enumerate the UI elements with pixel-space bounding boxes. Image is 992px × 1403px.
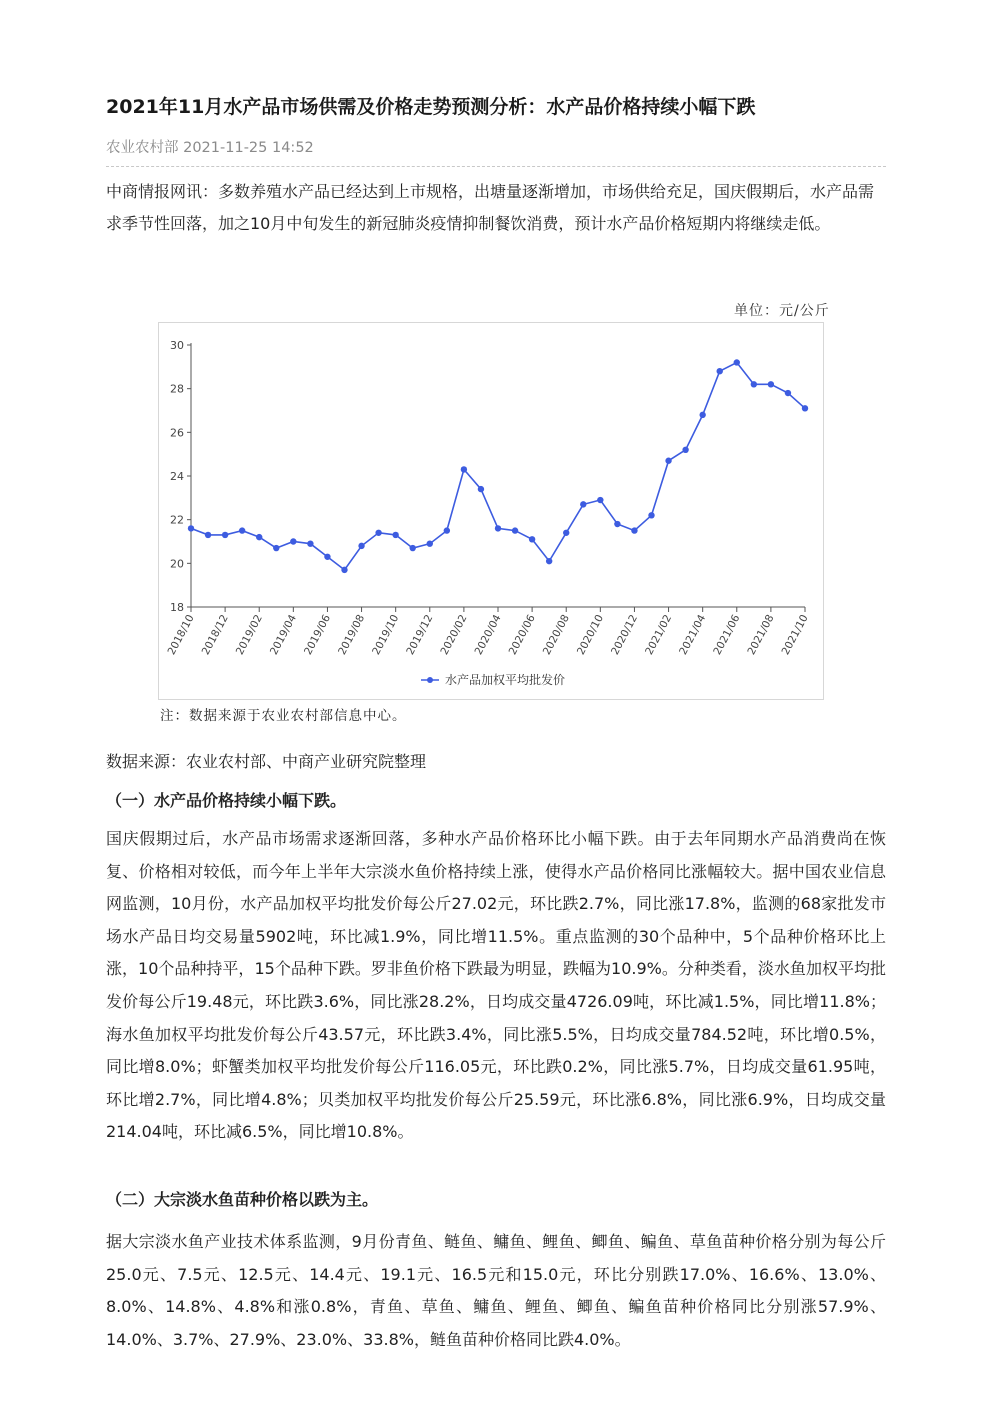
data-point [222,532,228,538]
data-point [307,540,313,546]
x-tick-label: 2018/12 [199,612,231,657]
data-source: 数据来源：农业农村部、中商产业研究院整理 [106,752,427,771]
data-point [324,554,330,560]
x-tick-label: 2020/10 [574,612,606,657]
x-axis [166,607,811,657]
data-point [341,567,347,573]
data-point [256,534,262,540]
data-point [205,532,211,538]
data-point [751,381,757,387]
section-1-body: 国庆假期过后，水产品市场需求逐渐回落，多种水产品价格环比小幅下跌。由于去年同期水产品消费尚在恢复、价格相对较低，而今年上半年大宗淡水鱼价格持续上涨，使得水产品价格同比涨幅较大。据中国农业信息网监测，10月份，水产品加权平均批发价每公斤27.02元，环比跌2.7%，同比涨17.8%，监测的68家批发市场水产品日均交易量5902吨，环比减1.9%，同比增11.5%。重点监测的30个品种中，5个品种价格环比上涨，10个品种持平，15个品种下跌。罗非鱼价格下跌最为明显，跌幅为10.9%。分种类看，淡水鱼加权平均批发价每公斤19.48元，环比跌3.6%，同比涨28.2%，日均成交量4726.09吨，环比减1.5%，同比增11.8%；海水鱼加权平均批发价每公斤43.57元，环比跌3.4%，同比涨5.5%，日均成交量784.52吨，环比增0.5%，同比增8.0%；虾蟹类加权平均批发价每公斤116.05元，环比跌0.2%，同比涨5.7%，日均成交量61.95吨，环比增2.7%，同比增4.8%；贝类加权平均批发价每公斤25.59元，环比涨6.8%，同比涨6.9%，日均成交量214.04吨，环比减6.5%，同比增10.8%。 [106,829,886,1142]
data-point [375,530,381,536]
y-tick-label: 26 [170,426,184,440]
data-point [478,486,484,492]
data-point [580,501,586,507]
legend [421,672,565,687]
data-point [273,545,279,551]
section-2-body: 据大宗淡水鱼产业技术体系监测，9月份青鱼、鲢鱼、鳙鱼、鲤鱼、鲫鱼、鳊鱼、草鱼苗种价格分别为每公斤25.0元、7.5元、12.5元、14.4元、19.1元、16.5元和15.0元，环比分别跌17.0%、16.6%、13.0%、8.0%、14.8%、4.8%和涨0.8%，青鱼、草鱼、鳙鱼、鲤鱼、鲫鱼、鳊鱼苗种价格同比分别涨57.9%、14.0%、3.7%、27.9%、23.0%、33.8%，鲢鱼苗种价格同比跌4.0%。 [106,1232,886,1349]
data-point [495,525,501,531]
x-tick-label: 2021/06 [711,612,743,657]
data-point [392,532,398,538]
data-point [512,527,518,533]
data-point [239,527,245,533]
data-point [563,530,569,536]
x-tick-label: 2019/10 [370,612,402,657]
lead-paragraph: 中商情报网讯：多数养殖水产品已经达到上市规格，出塘量逐渐增加，市场供给充足，国庆假期后，水产品需求季节性回落，加之10月中旬发生的新冠肺炎疫情抑制餐饮消费，预计水产品价格短期内将继续走低。 [106,182,875,233]
article-title: 2021年11月水产品市场供需及价格走势预测分析：水产品价格持续小幅下跌 [106,96,756,118]
data-point [631,527,637,533]
x-tick-label: 2019/06 [302,612,334,657]
x-tick-label: 2020/02 [438,612,470,657]
chart-unit-label: 单位：元/公斤 [734,303,830,319]
data-point [188,525,194,531]
x-tick-label: 2020/08 [540,612,572,657]
data-point [648,512,654,518]
legend-marker-dot [427,677,433,683]
x-tick-label: 2019/04 [267,612,299,657]
x-tick-label: 2020/04 [472,612,504,657]
section-2-heading: （二）大宗淡水鱼苗种价格以跌为主。 [106,1190,379,1209]
x-tick-label: 2019/08 [336,612,368,657]
x-tick-label: 2020/12 [609,612,641,657]
x-tick-label: 2021/04 [677,612,709,657]
legend-label: 水产品加权平均批发价 [445,673,566,687]
y-tick-label: 24 [170,470,184,483]
article-meta: 农业农村部 2021-11-25 14:52 [106,140,314,156]
data-point [802,405,808,411]
data-point [768,381,774,387]
y-tick-label: 28 [170,382,184,396]
data-point [358,543,364,549]
data-point [427,540,433,546]
price-chart [158,322,824,700]
data-point [614,521,620,527]
chart-note: 注：数据来源于农业农村部信息中心。 [160,708,407,724]
data-point [444,527,450,533]
y-tick-label: 22 [170,513,184,527]
data-point [597,497,603,503]
section-1-heading: （一）水产品价格持续小幅下跌。 [106,791,347,810]
data-point [682,447,688,453]
data-point [699,412,705,418]
y-tick-label: 30 [170,339,184,352]
y-tick-label: 20 [170,557,184,571]
chart-canvas [159,323,823,699]
y-tick-label: 18 [170,601,184,614]
series-line [191,363,805,570]
divider [106,166,886,167]
data-point [461,466,467,472]
x-tick-label: 2021/02 [643,612,675,657]
data-point [410,545,416,551]
x-tick-label: 2021/10 [779,612,811,657]
y-axis [170,339,191,614]
series [188,359,808,573]
x-tick-label: 2018/10 [165,612,197,657]
x-tick-label: 2020/06 [506,612,538,657]
data-point [546,558,552,564]
x-tick-label: 2019/02 [233,612,265,657]
data-point [529,536,535,542]
data-point [665,458,671,464]
data-point [290,538,296,544]
x-tick-label: 2019/12 [404,612,436,657]
data-point [734,359,740,365]
x-tick-label: 2021/08 [745,612,777,657]
data-point [785,390,791,396]
data-point [717,368,723,374]
